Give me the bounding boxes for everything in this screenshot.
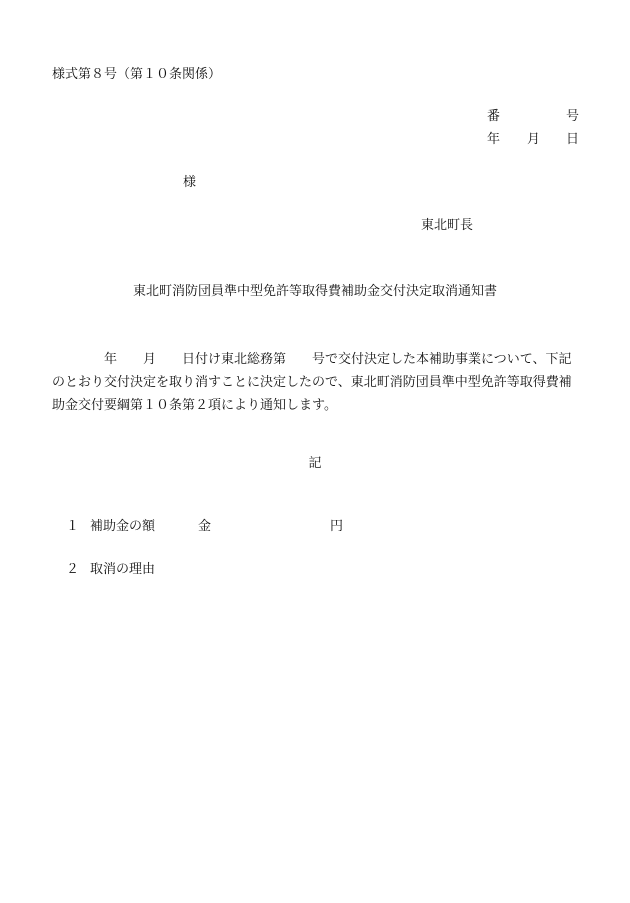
date-year-label: 年 — [487, 132, 501, 147]
sender-name: 東北町長 — [421, 218, 474, 233]
reference-number-suffix: 号 — [566, 109, 580, 124]
date-day-label: 日 — [566, 132, 580, 147]
date-month-label: 月 — [527, 132, 541, 147]
body-paragraph — [52, 348, 582, 417]
item-2-label: 取消の理由 — [90, 562, 156, 577]
body-line: 助金交付要綱第１０条第２項により通知します。 — [52, 398, 337, 413]
reference-number-label: 番 — [487, 109, 501, 124]
item-1-kin: 金 — [198, 519, 212, 534]
form-number: 様式第８号（第１０条関係） — [52, 67, 222, 82]
document-title: 東北町消防団員準中型免許等取得費補助金交付決定取消通知書 — [132, 284, 497, 299]
body-line: 年 月 日付け東北総務第 号で交付決定した本補助事業について、下記 — [52, 352, 572, 367]
item-1-label: 補助金の額 — [90, 519, 156, 534]
item-1-yen: 円 — [330, 519, 344, 534]
body-line: のとおり交付決定を取り消すことに決定したので、東北町消防団員準中型免許等取得費補 — [52, 375, 572, 390]
ki-heading: 記 — [308, 456, 322, 471]
item-1-number: １ — [66, 519, 80, 534]
recipient-honorific: 様 — [183, 175, 197, 190]
item-2-number: ２ — [66, 562, 80, 577]
